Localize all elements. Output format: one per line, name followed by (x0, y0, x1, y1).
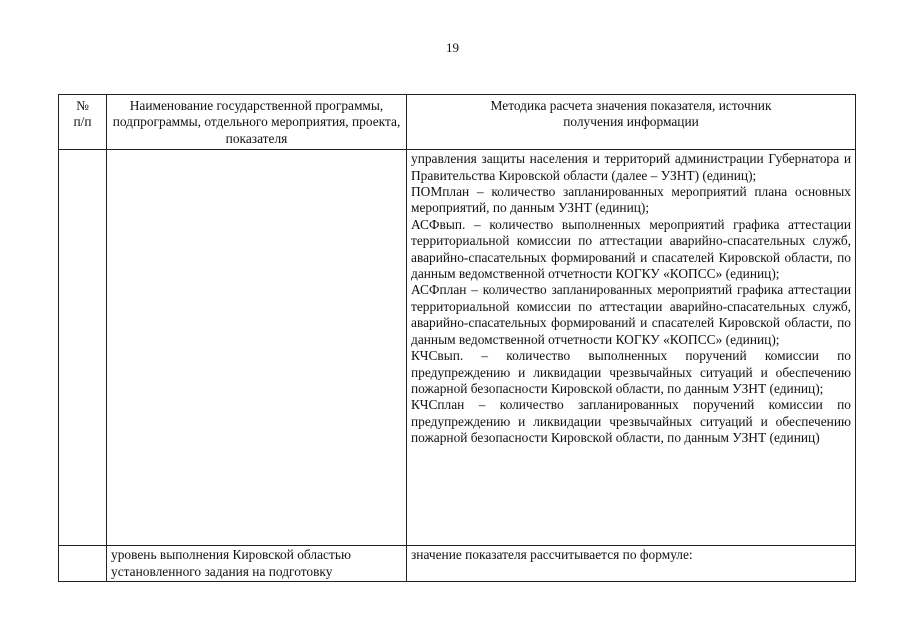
row2-method-text: значение показателя рассчитывается по формуле: (411, 547, 693, 563)
row2-name-cell (107, 546, 407, 582)
method-paragraph: КЧСвып. – количество выполненных поручений комиссии по предупреждению и ликвидации чрезвычайных ситуаций и обеспечению пожарной безопасности Кировской области, по данным УЗНТ (единиц); (411, 348, 851, 396)
indicator-table (58, 94, 856, 582)
table-row (59, 150, 856, 546)
row2-num-cell (59, 546, 107, 582)
header-method-text: Методика расчета значения показателя, источник получения информации (490, 98, 772, 130)
row1-name-cell (107, 150, 407, 546)
header-name-text: Наименование государственной программы, подпрограммы, отдельного мероприятия, проекта, показателя (112, 98, 401, 146)
method-paragraph: АСФвып. – количество выполненных мероприятий графика аттестации территориальной комиссии по аттестации аварийно-спасательных служб, аварийно-спасательных формирований и спасателей Кировской области, по данным ведомственной отчетности КОГКУ «КОПСС» (единиц); (411, 216, 851, 282)
row1-method-cell (407, 150, 856, 546)
method-paragraph: управления защиты населения и территорий администрации Губернатора и Правительства Кировской области (далее – УЗНТ) (единиц); (411, 151, 851, 183)
row2-name-text: уровень выполнения Кировской областью установленного задания на подготовку (111, 547, 351, 579)
table-row (59, 546, 856, 582)
header-num-text: № п/п (73, 98, 92, 130)
method-paragraph: КЧСплан – количество запланированных поручений комиссии по предупреждению и ликвидации чрезвычайных ситуаций и обеспечению пожарной безопасности Кировской области, по данным УЗНТ (единиц) (411, 397, 851, 446)
method-paragraph: ПОМплан – количество запланированных мероприятий плана основных мероприятий, по данным УЗНТ (единиц); (411, 184, 851, 216)
header-num (59, 95, 107, 150)
page-number: 19 (446, 40, 459, 55)
table-header-row (59, 95, 856, 150)
header-method (407, 95, 856, 150)
row2-method-cell (407, 546, 856, 582)
method-paragraph: АСФплан – количество запланированных мероприятий графика аттестации территориальной комиссии по аттестации аварийно-спасательных служб, аварийно-спасательных формирований и спасателей Кировской области, по данным ведомственной отчетности КОГКУ «КОПСС» (единиц); (411, 282, 851, 347)
header-name (107, 95, 407, 150)
row1-num-cell (59, 150, 107, 546)
